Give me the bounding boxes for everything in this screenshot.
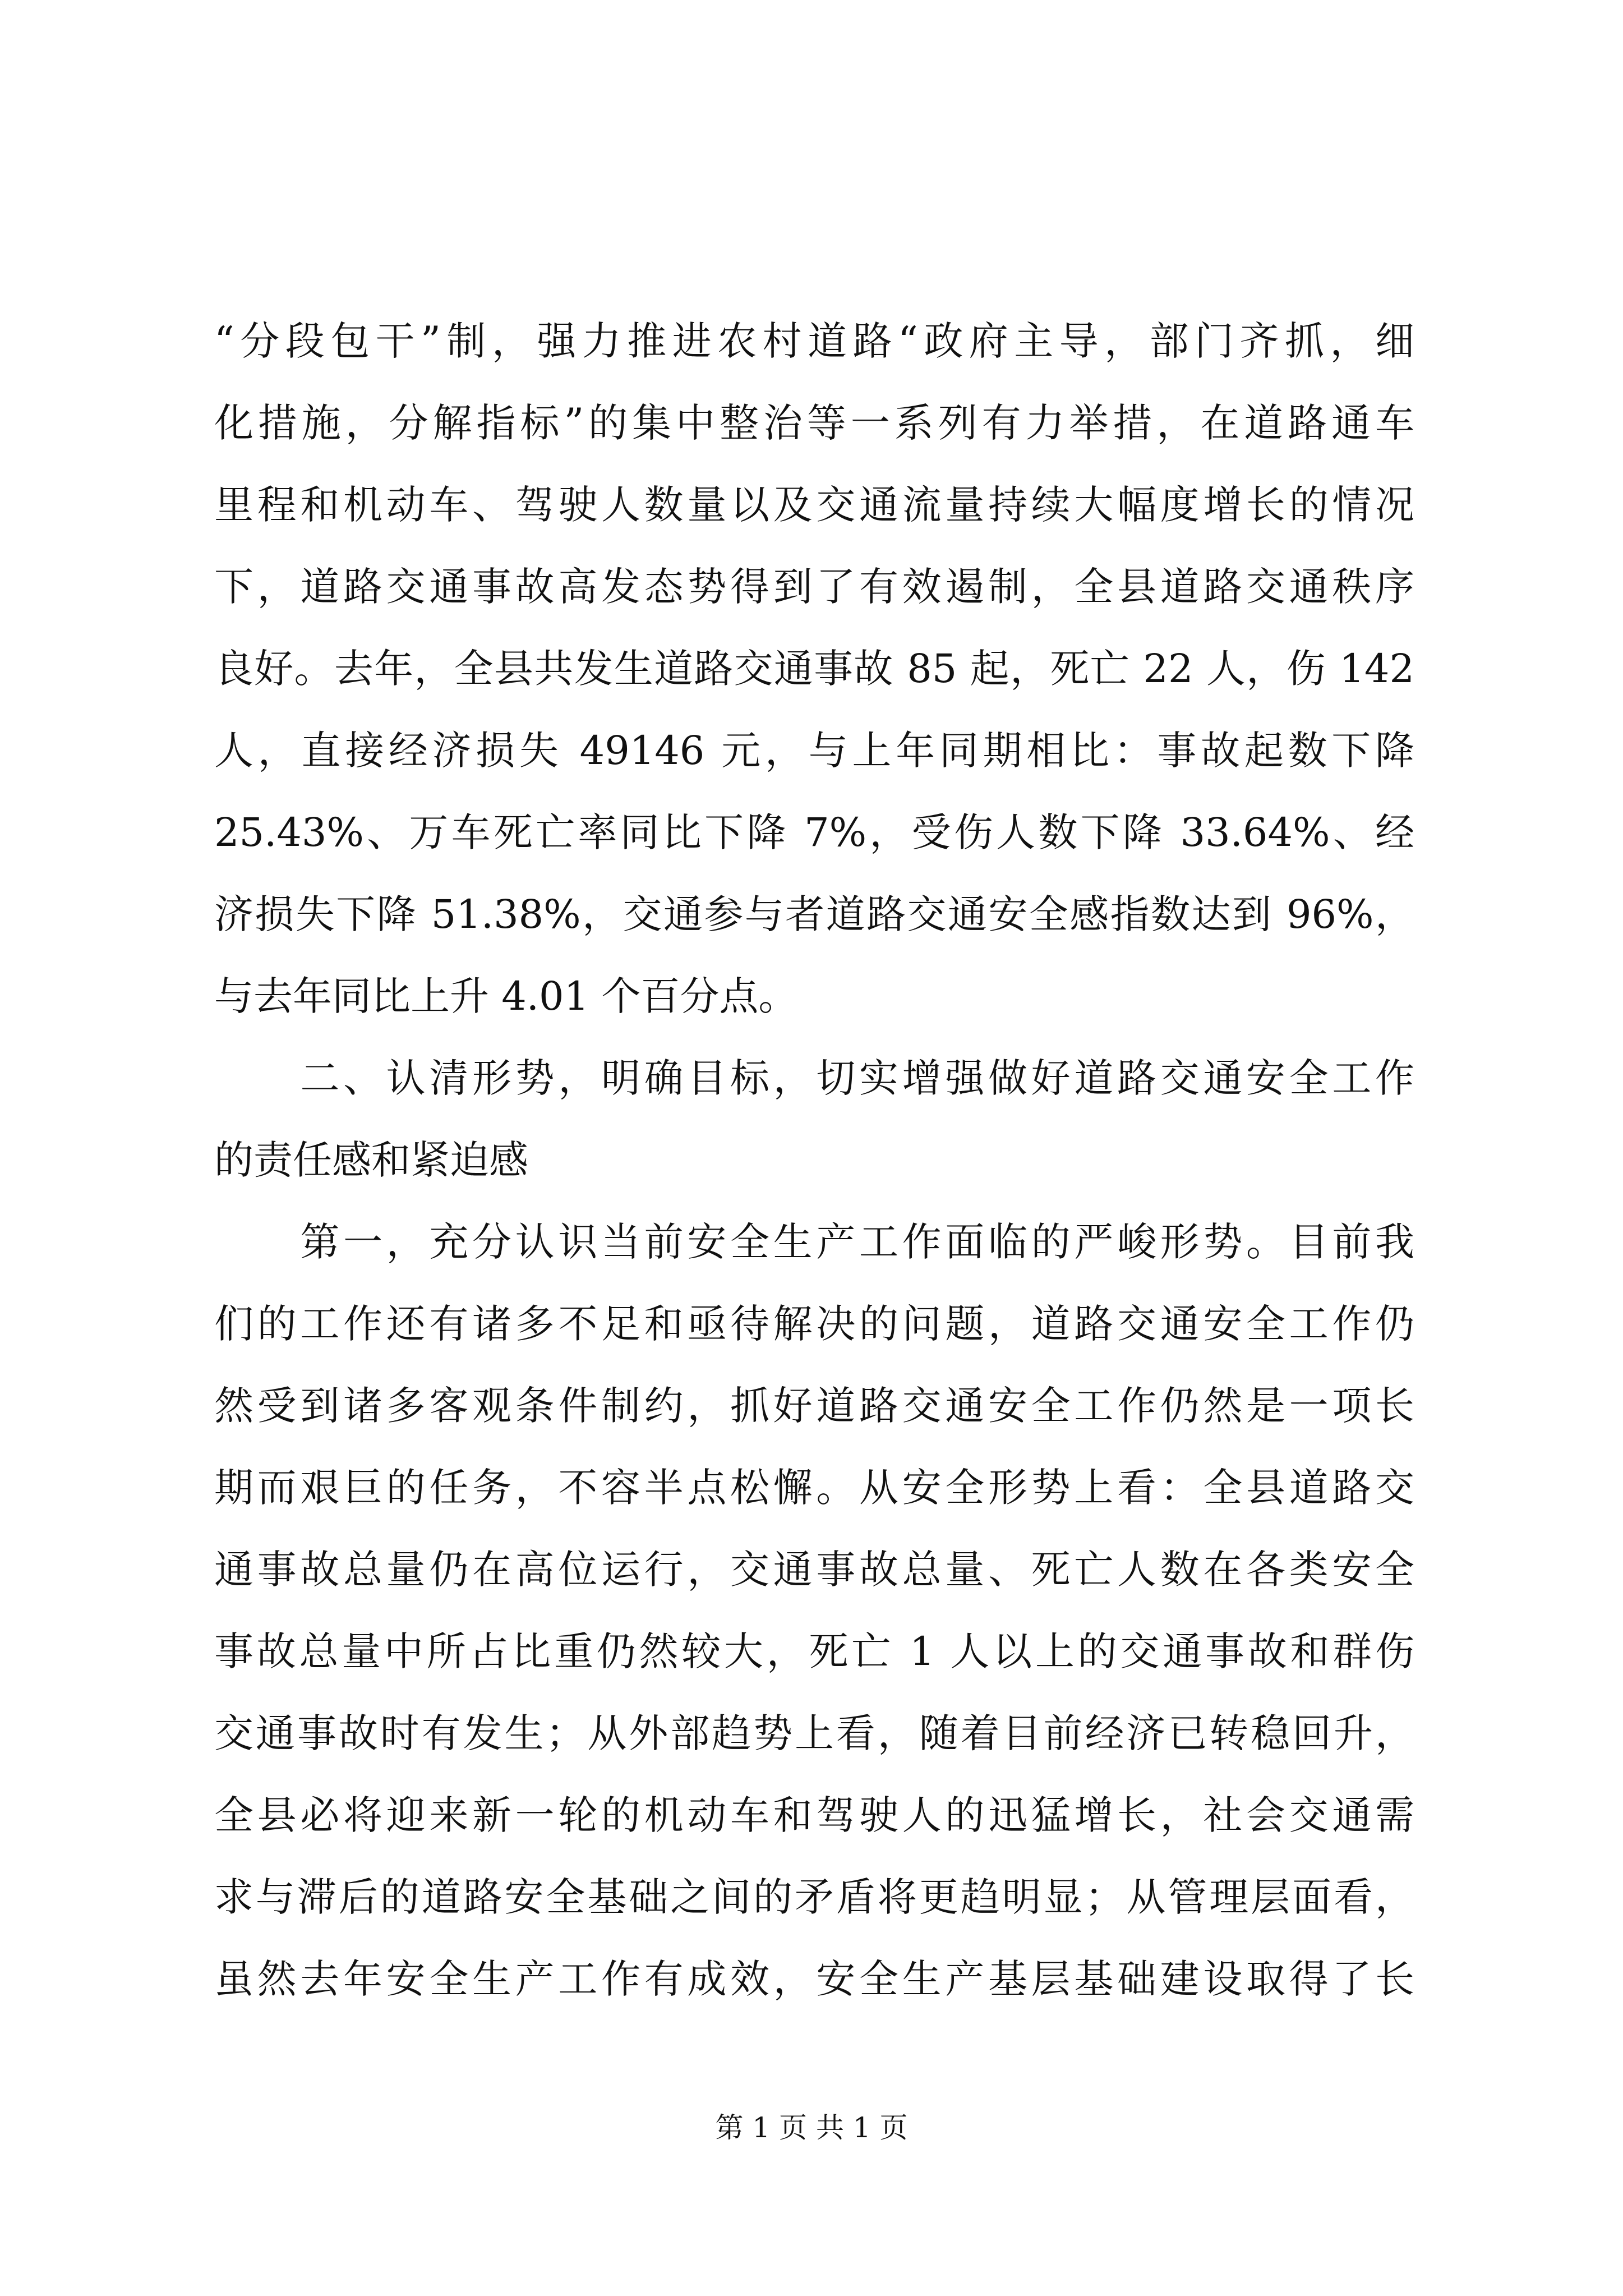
text-line-8: 济损失下降 51.38%，交通参与者道路交通安全感指数达到 96%， [214,891,1414,937]
text-line-4: 下，道路交通事故高发态势得到了有效遏制，全县道路交通秩序 [214,564,1414,610]
text-line-21: 虽然去年安全生产工作有成效，安全生产基层基础建设取得了长 [214,1956,1414,2002]
text-line-13: 们的工作还有诸多不足和亟待解决的问题，道路交通安全工作仍 [214,1301,1414,1347]
section-heading-line-1: 二、认清形势，明确目标，切实增强做好道路交通安全工作 [214,1055,1414,1101]
text-line-14: 然受到诸多客观条件制约，抓好道路交通安全工作仍然是一项长 [214,1383,1414,1429]
page-footer [0,2108,1623,2147]
text-line-17: 事故总量中所占比重仍然较大，死亡 1 人以上的交通事故和群伤 [214,1628,1414,1674]
text-line-5: 良好。去年，全县共发生道路交通事故 85 起，死亡 22 人，伤 142 [214,646,1414,692]
section-heading-line-2: 的责任感和紧迫感 [214,1137,528,1183]
text-line-12: 第一，充分认识当前安全生产工作面临的严峻形势。目前我 [214,1219,1414,1265]
text-line-2: 化措施，分解指标”的集中整治等一系列有力举措，在道路通车 [214,400,1414,446]
page-number-label: 第 1 页 共 1 页 [715,2111,908,2144]
text-line-20: 求与滞后的道路安全基础之间的矛盾将更趋明显；从管理层面看， [214,1874,1414,1920]
text-line-19: 全县必将迎来新一轮的机动车和驾驶人的迅猛增长，社会交通需 [214,1792,1414,1838]
text-line-1: “分段包干”制，强力推进农村道路“政府主导，部门齐抓，细 [214,318,1414,364]
text-line-3: 里程和机动车、驾驶人数量以及交通流量持续大幅度增长的情况 [214,482,1414,528]
text-line-16: 通事故总量仍在高位运行，交通事故总量、死亡人数在各类安全 [214,1547,1414,1593]
text-line-9: 与去年同比上升 4.01 个百分点。 [214,973,798,1019]
text-line-18: 交通事故时有发生；从外部趋势上看，随着目前经济已转稳回升， [214,1710,1414,1756]
text-line-15: 期而艰巨的任务，不容半点松懈。从安全形势上看：全县道路交 [214,1465,1414,1511]
document-body [214,300,1414,2020]
text-line-6: 人，直接经济损失 49146 元，与上年同期相比：事故起数下降 [214,728,1414,774]
text-line-7: 25.43%、万车死亡率同比下降 7%，受伤人数下降 33.64%、经 [214,809,1414,855]
